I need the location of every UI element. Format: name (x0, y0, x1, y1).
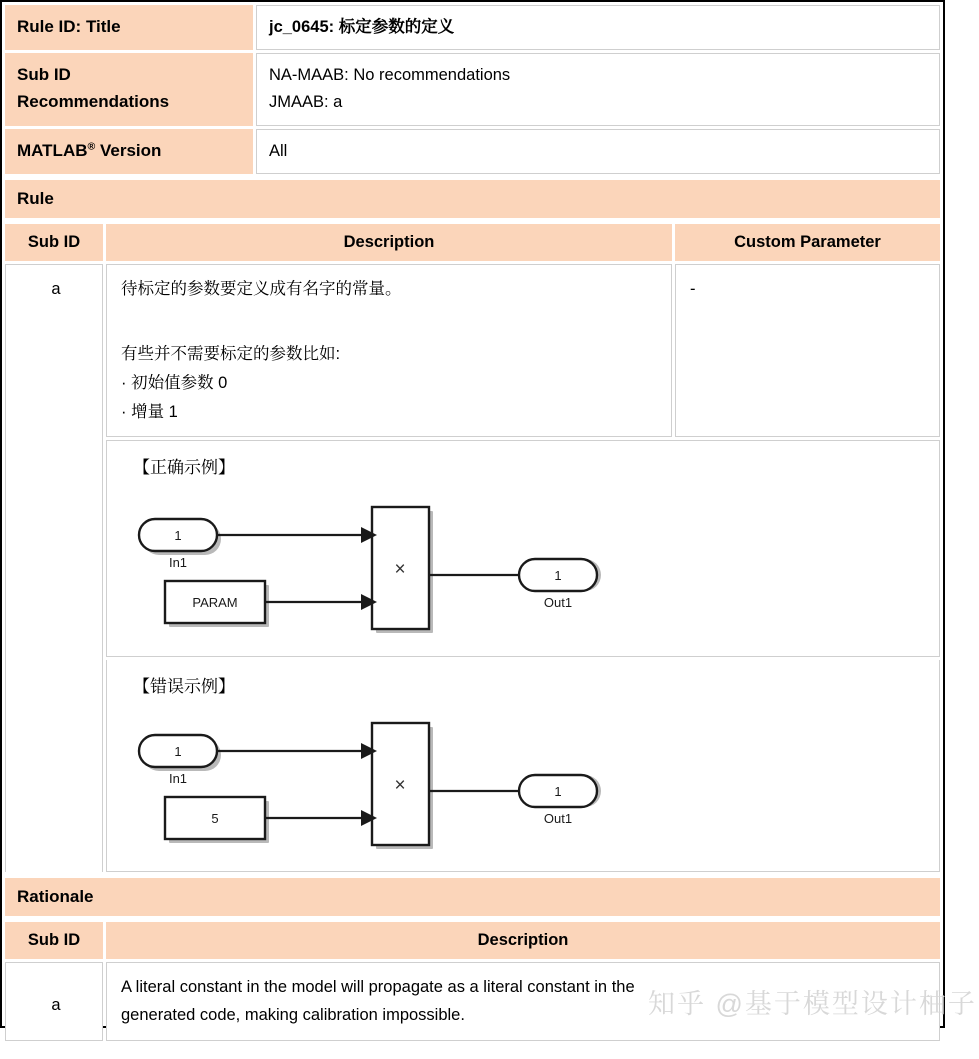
inport-label-correct: In1 (168, 555, 188, 571)
recommendations-label-line1: Sub ID (17, 65, 71, 85)
rule-row-custom-parameter: - (675, 264, 940, 438)
matlab-version-label (5, 129, 253, 174)
rationale-grid-table (2, 919, 943, 1045)
rule-description-bullet-2: · 增量 1 (121, 402, 178, 421)
rationale-row-sub-id: a (5, 962, 103, 1042)
recommendations-value (256, 53, 940, 125)
rationale-col-sub-id: Sub ID (5, 922, 103, 959)
rationale-content-row (5, 962, 940, 1042)
rule-id-row (5, 5, 940, 50)
rule-row-sub-id: a (5, 264, 103, 872)
outport-label-correct: Out1 (543, 595, 573, 611)
simulink-diagram-correct (129, 491, 649, 646)
rule-info-table (2, 2, 943, 177)
correct-example-row (5, 440, 940, 657)
rationale-band-title: Rationale (5, 878, 940, 916)
rationale-col-description: Description (106, 922, 940, 959)
rationale-row-description (106, 962, 940, 1042)
constant-block-text-incorrect: 5 (211, 810, 219, 826)
matlab-version-row (5, 129, 940, 174)
matlab-version-label-prefix: MATLAB (17, 140, 88, 160)
product-operator-incorrect: × (394, 774, 406, 796)
rule-band-row (5, 180, 940, 218)
simulink-diagram-incorrect (129, 711, 649, 861)
rationale-columns-header-row (5, 922, 940, 959)
outport-number-incorrect: 1 (554, 783, 562, 799)
description-spacer (121, 304, 661, 340)
registered-trademark-icon: ® (87, 140, 96, 152)
rule-row-description (106, 264, 672, 438)
correct-example-label: 【正确示例】 (133, 458, 235, 478)
rule-grid-table (2, 221, 943, 875)
outport-number-correct: 1 (554, 568, 562, 584)
correct-example-diagram (129, 491, 649, 646)
rationale-band-table (2, 875, 943, 919)
inport-label-incorrect: In1 (168, 770, 188, 786)
inport-number-incorrect: 1 (174, 743, 182, 759)
product-operator-correct: × (394, 559, 406, 581)
rule-columns-header-row (5, 224, 940, 261)
outport-label-incorrect: Out1 (543, 810, 573, 826)
incorrect-example-diagram (129, 711, 649, 861)
watermark-text: 知乎 @基于模型设计柚子 (648, 989, 977, 1019)
incorrect-example-cell (106, 660, 940, 871)
rule-description-line1: 待标定的参数要定义成有名字的常量。 (121, 279, 402, 298)
incorrect-example-label: 【错误示例】 (133, 677, 235, 697)
rule-id-value: jc_0645: 标定参数的定义 (256, 5, 940, 50)
rule-description-bullet-1: · 初始值参数 0 (121, 373, 228, 392)
matlab-version-value: All (256, 129, 940, 174)
matlab-version-label-suffix: Version (95, 140, 162, 160)
recommendations-label-line2: Recommendations (17, 92, 170, 112)
rule-band-title: Rule (5, 180, 940, 218)
rule-content-row (5, 264, 940, 438)
correct-example-cell (106, 440, 940, 657)
rationale-band-row (5, 878, 940, 916)
inport-number-correct: 1 (174, 528, 182, 544)
rationale-description-line2: generated code, making calibration impossible. (121, 1006, 465, 1025)
rule-description-line2: 有些并不需要标定的参数比如: (121, 344, 341, 363)
rule-col-custom-parameter: Custom Parameter (675, 224, 940, 261)
rule-col-description: Description (106, 224, 672, 261)
rationale-description-line1: A literal constant in the model will propagate as a literal constant in the (121, 977, 635, 996)
rule-band-table (2, 177, 943, 221)
recommendations-row (5, 53, 940, 125)
incorrect-example-row (5, 660, 940, 871)
rule-id-label: Rule ID: Title (5, 5, 253, 50)
recommendation-jmaab: JMAAB: a (269, 93, 343, 112)
rule-col-sub-id: Sub ID (5, 224, 103, 261)
recommendations-label (5, 53, 253, 125)
recommendation-na-maab: NA-MAAB: No recommendations (269, 66, 511, 85)
constant-block-text-correct: PARAM (192, 595, 238, 611)
